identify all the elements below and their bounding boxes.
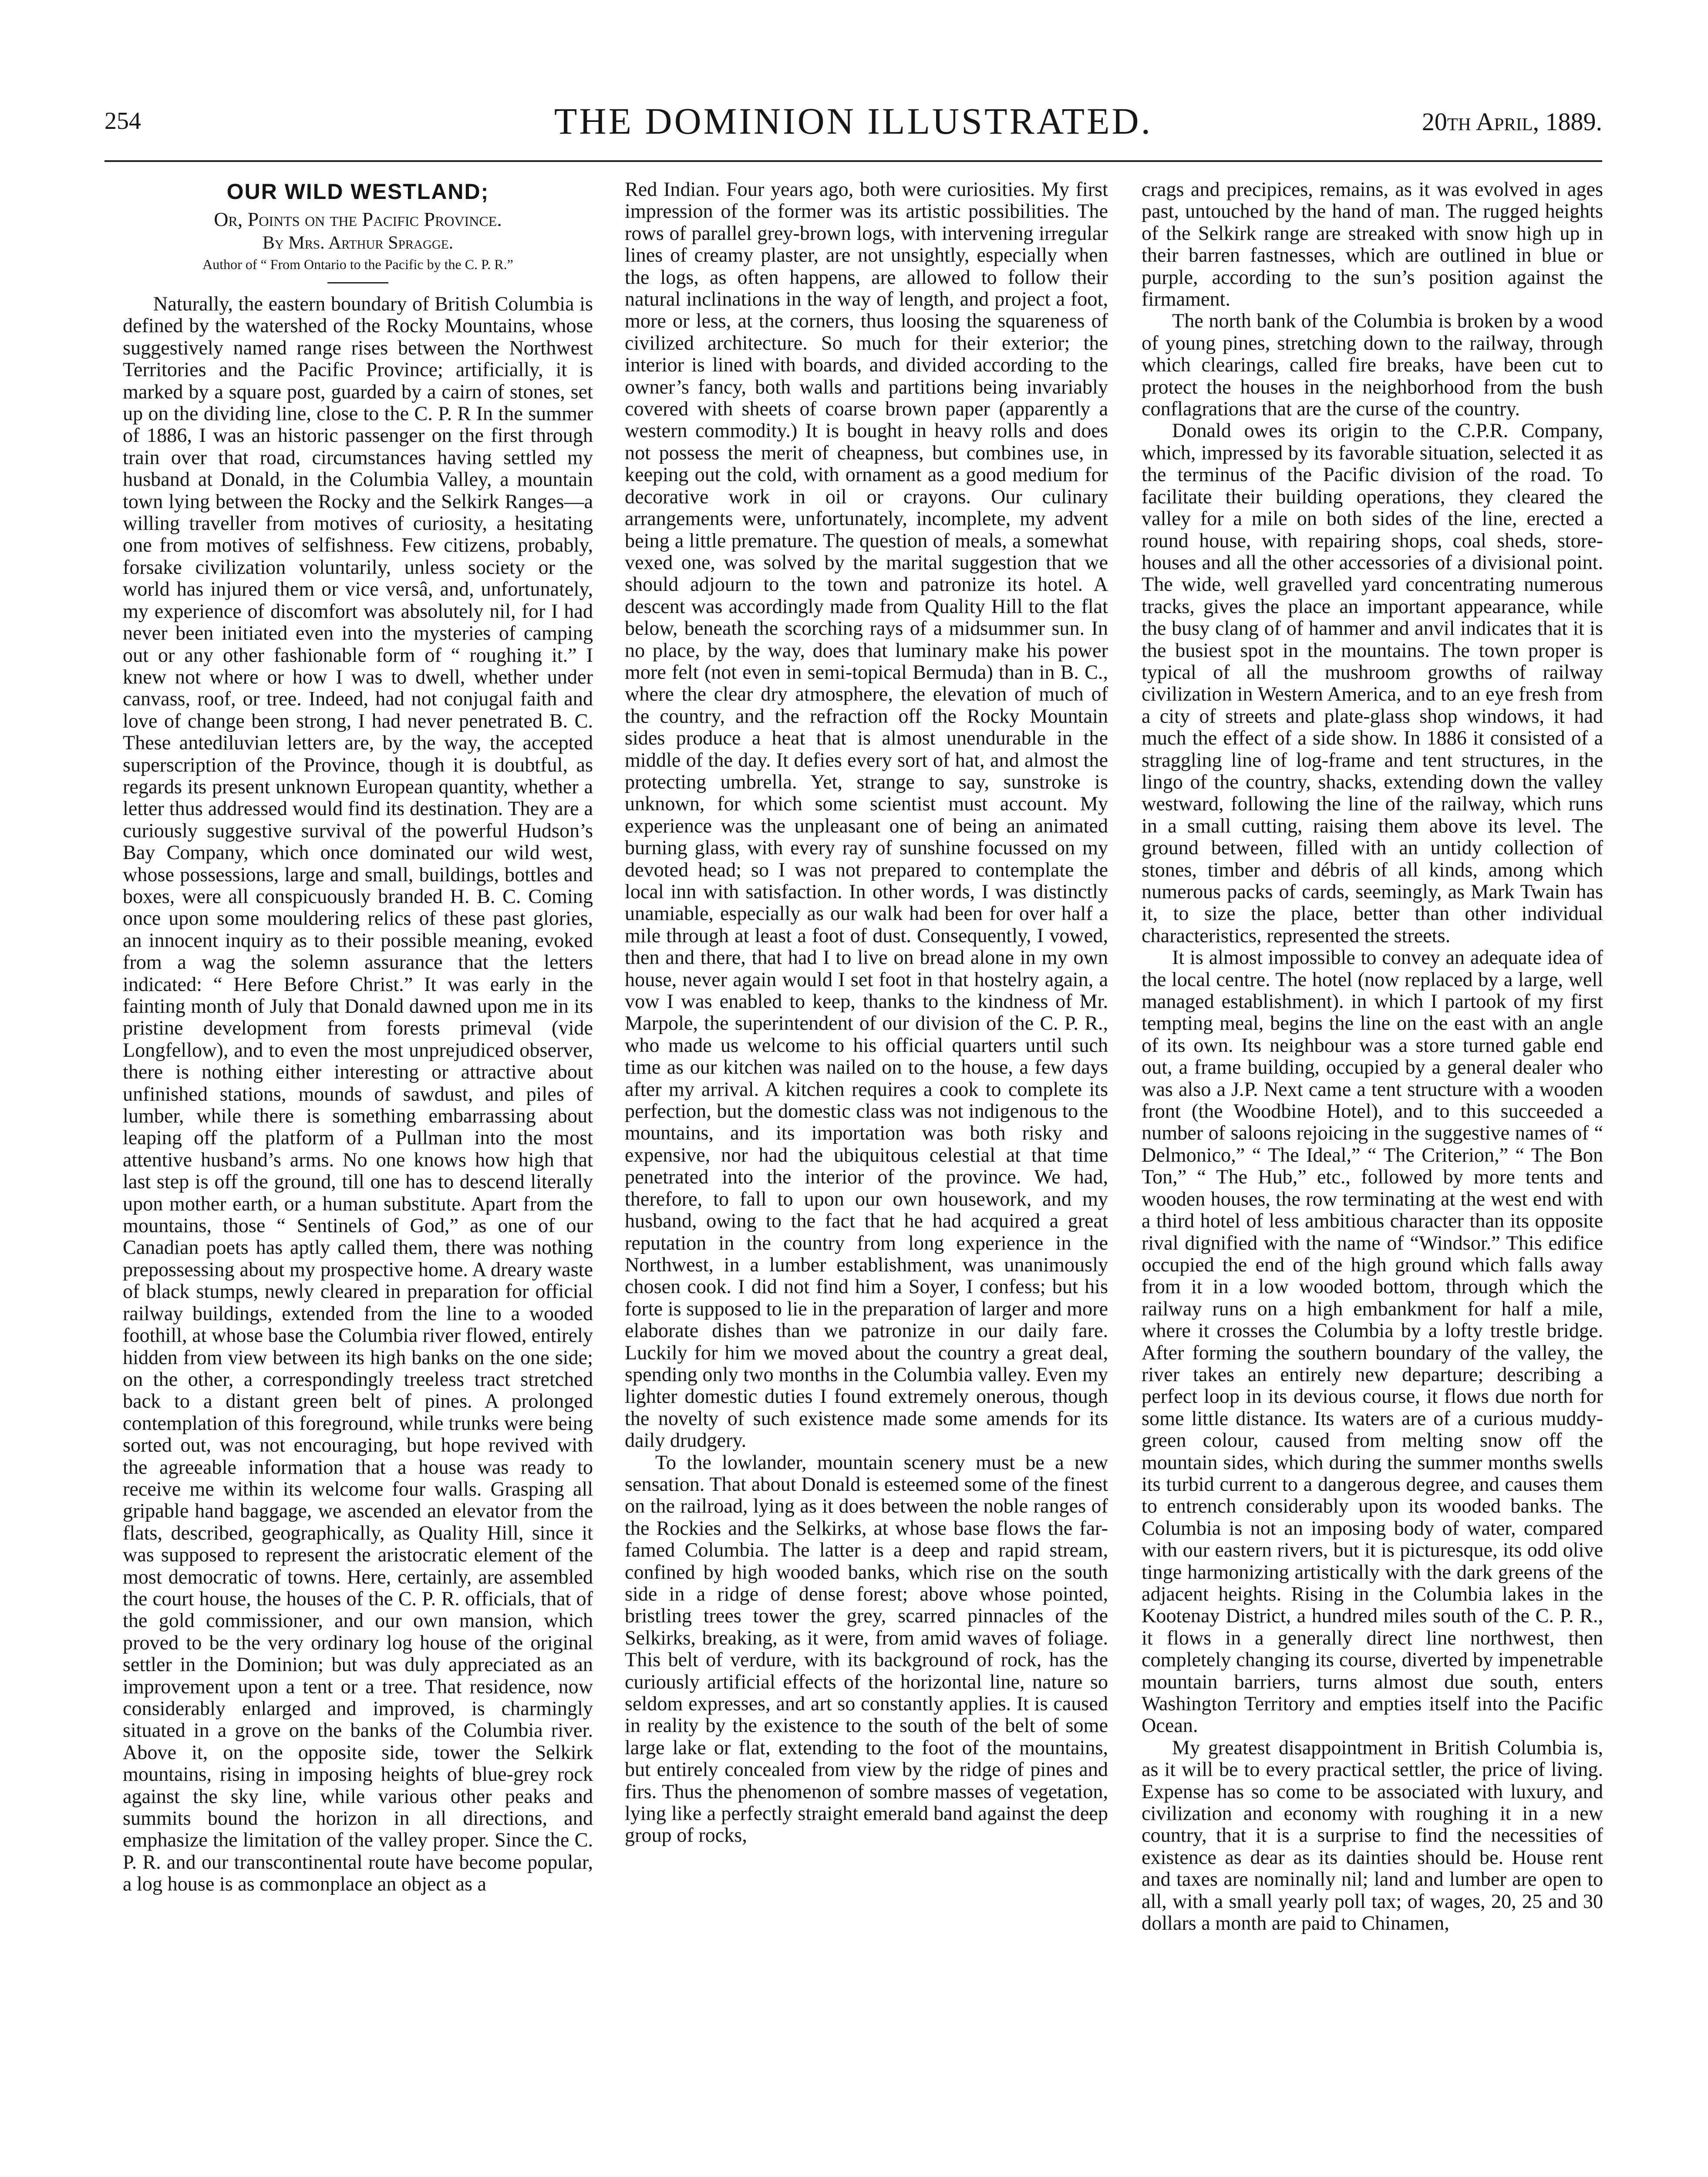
paragraph: crags and precipices, remains, as it was evolved in ages past, untouched by the hand of man. The rugged heights of the Selkirk range are streaked with snow high up in their barren fastnesses, which are outlined in blue or purple, according to the sun’s position against the firmament. xyxy=(1142,178,1603,310)
paragraph: The north bank of the Columbia is broken by a wood of young pines, stretching down to the railway, through which clearings, called fire breaks, have been cut to protect the houses in the neighborhood from the bush conflagrations that are the curse of the country. xyxy=(1142,310,1603,420)
author-credit: Author of “ From Ontario to the Pacific by the C. P. R.” xyxy=(202,256,513,272)
column-3 xyxy=(1142,179,1603,1934)
paragraph: My greatest disappointment in British Columbia is, as it will be to every practical settler, the price of living. Expense has so come to be associated with luxury, and civilization and economy with roughing it in a new country, that it is a surprise to find the necessities of existence as dear as its dainties should be. House rent and taxes are nominally nil; land and lumber are open to all, with a small yearly poll tax; of wages, 20, 25 and 30 dollars a month are paid to Chinamen, xyxy=(1142,1736,1603,1934)
column-2 xyxy=(625,179,1108,1847)
paragraph: Donald owes its origin to the C.P.R. Company, which, impressed by its favorable situation, selected it as the terminus of the Pacific division of the road. To facilitate their building operations, they cleared the valley for a mile on both sides of the line, erected a round house, with repairing shops, coal sheds, store-houses and all the other accessories of a divisional point. The wide, well gravelled yard concentrating numerous tracks, gives the place an important appearance, while the busy clang of of hammer and anvil indicates that it is the busiest spot in the mountains. The town proper is typical of all the mushroom growths of railway civilization in Western America, and to an eye fresh from a city of streets and plate-glass shop windows, it had much the effect of a side show. In 1886 it consisted of a straggling line of log-frame and tent structures, in the lingo of the country, shacks, extending down the valley westward, following the line of the railway, which runs in a small cutting, raising them above its level. The ground between, filled with an untidy collection of stones, timber and débris of all kinds, among which numerous packs of cards, seemingly, as Mark Twain has it, to size the place, better than other individual characteristics, represented the streets. xyxy=(1142,419,1603,947)
title-divider xyxy=(327,282,388,283)
paragraph: Red Indian. Four years ago, both were curiosities. My first impression of the former was its artistic possibilities. The rows of parallel grey-brown logs, with intervening irregular lines of creamy plaster, are not unsightly, especially when the logs, as often happens, are allowed to follow their natural inclinations in the way of length, and project a foot, more or less, at the corners, thus loosing the squareness of civilized architecture. So much for their exterior; the interior is lined with boards, and divided according to the owner’s fancy, both walls and partitions being invariably covered with sheets of coarse brown paper (apparently a western commodity.) It is bought in heavy rolls and does not possess the merit of cheapness, but combines use, in keeping out the cold, with ornament as a good medium for decorative work in oil or crayons. Our culinary arrangements were, unfortunately, incomplete, my advent being a little premature. The question of meals, a somewhat vexed one, was solved by the marital suggestion that we should adjourn to the town and patronize its hotel. A descent was accordingly made from Quality Hill to the flat below, beneath the scorching rays of a midsummer sun. In no place, by the way, does that luminary make his power more felt (not even in semi-topical Bermuda) than in B. C., where the clear dry atmosphere, the elevation of much of the country, and the refraction off the Rocky Mountain sides produce a heat that is almost unendurable in the middle of the day. It defies every sort of hat, and almost the protecting umbrella. Yet, strange to say, sunstroke is unknown, for which some scientist must account. My experience was the unpleasant one of being an animated burning glass, with every ray of sunshine focussed on my devoted head; so I was not prepared to contemplate the local inn with satisfaction. In other words, I was distinctly unamiable, especially as our walk had been for over half a mile through at least a foot of dust. Consequently, I vowed, then and there, that had I to live on bread alone in my own house, never again would I set foot in that hostelry again, a vow I was enabled to keep, thanks to the kindness of Mr. Marpole, the superintendent of our division of the C. P. R., who made us welcome to his official quarters until such time as our kitchen was nailed on to the house, a few days after my arrival. A kitchen requires a cook to complete its perfection, but the domestic class was not indigenous to the mountains, and its importation was both risky and expensive, nor had the ubiquitous celestial at that time penetrated into the interior of the province. We had, therefore, to fall to upon our own housework, and my husband, owing to the fact that he had acquired a great reputation in the country from long experience in the Northwest, in a lumber establishment, was unanimously chosen cook. I did not find him a Soyer, I confess; but his forte is supposed to lie in the preparation of larger and more elaborate dishes than we patronize in our daily fare. Luckily for him we moved about the country a great deal, spending only two months in the Columbia valley. Even my lighter domestic duties I found extremely onerous, though the novelty of such existence made some amends for its daily drudgery. xyxy=(625,178,1108,1452)
article-subtitle: Or, Points on the Pacific Province. xyxy=(214,208,502,230)
issue-date: 20th April, 1889. xyxy=(1422,108,1602,136)
page-header xyxy=(104,99,1602,152)
paragraph: To the lowlander, mountain scenery must be a new sensation. That about Donald is esteemed some of the finest on the railroad, lying as it does between the noble ranges of the Rockies and the Selkirks, at whose base flows the far-famed Columbia. The latter is a deep and rapid stream, confined by high wooded banks, which rise on the south side in a ridge of dense forest; above whose pointed, bristling trees tower the grey, scarred pinnacles of the Selkirks, breaking, as it were, from amid waves of foliage. This belt of verdure, with its background of rock, has the curiously artificial effects of the horizontal line, nature so seldom expresses, and art so constantly applies. It is caused in reality by the existence to the south of the belt of some large lake or flat, extending to the foot of the mountains, but entirely concealed from view by the ridge of pines and firs. Thus the phenomenon of sombre masses of vegetation, lying like a perfectly straight emerald band against the deep group of rocks, xyxy=(625,1451,1108,1847)
column-1 xyxy=(123,179,593,1895)
paragraph: It is almost impossible to convey an adequate idea of the local centre. The hotel (now replaced by a large, well managed establishment). in which I partook of my first tempting meal, begins the line on the east with an angle of its own. Its neighbour was a store turned gable end out, a frame building, occupied by a general dealer who was also a J.P. Next came a tent structure with a wooden front (the Woodbine Hotel), and to this succeeded a number of saloons rejoicing in the suggestive names of “ Delmonico,” “ The Ideal,” “ The Criterion,” “ The Bon Ton,” “ The Hub,” etc., followed by more tents and wooden houses, the row terminating at the west end with a third hotel of less ambitious character than its opposite rival dignified with the name of “Windsor.” This edifice occupied the end of the high ground which falls away from it in a low wooded bottom, through which the railway runs on a high embankment for half a mile, where it crosses the Columbia by a lofty trestle bridge. After forming the southern boundary of the valley, the river takes an entirely new departure; describing a perfect loop in its devious course, it flows due north for some little distance. Its waters are of a curious muddy-green colour, caused from melting snow off the mountain sides, which during the summer months swells its turbid current to a dangerous degree, and causes them to entrench considerably upon its wooded banks. The Columbia is not an imposing body of water, compared with our eastern rivers, but it is picturesque, its odd olive tinge harmonizing artistically with the dark greens of the adjacent heights. Rising in the Columbia lakes in the Kootenay District, a hundred miles south of the C. P. R., it flows in a generally direct line northwest, then completely changing its course, diverted by impenetrable mountain barriers, turns almost due south, enters Washington Territory and empties itself into the Pacific Ocean. xyxy=(1142,946,1603,1737)
paragraph: Naturally, the eastern boundary of British Columbia is defined by the watershed of the Rocky Mountains, whose suggestively named range rises between the Northwest Territories and the Pacific Province; artificially, it is marked by a square post, guarded by a cairn of stones, set up on the dividing line, close to the C. P. R In the summer of 1886, I was an historic passenger on the first through train over that road, circumstances having settled my husband at Donald, in the Columbia Valley, a mountain town lying between the Rocky and the Selkirk Ranges—a willing traveller from motives of curiosity, a hesitating one from motives of selfishness. Few citizens, probably, forsake civilization voluntarily, unless society or the world has injured them or vice versâ, and, unfortunately, my experience of discomfort was absolutely nil, for I had never been initiated even into the mysteries of camping out or any other fashionable form of “ roughing it.” I knew not where or how I was to dwell, whether under canvass, roof, or tree. Indeed, had not conjugal faith and love of change been strong, I had never penetrated B. C. These antediluvian letters are, by the way, the accepted superscription of the Province, though it is doubtful, as regards its present unknown European quantity, whether a letter thus addressed would find its destination. They are a curiously suggestive survival of the powerful Hudson’s Bay Company, which once dominated our wild west, whose possessions, large and small, buildings, bottles and boxes, were all conspicuously branded H. B. C. Coming once upon some mouldering relics of these past glories, an innocent inquiry as to their possible meaning, evoked from a wag the solemn assurance that the letters indicated: “ Here Before Christ.” It was early in the fainting month of July that Donald dawned upon me in its pristine development from forests primeval (vide Longfellow), and to even the most unprejudiced observer, there is nothing either interesting or attractive about unfinished stations, mounds of sawdust, and piles of lumber, while there is something embarrassing about leaping off the platform of a Pullman into the most attentive husband’s arms. No one knows how high that last step is off the ground, till one has to descend literally upon mother earth, or a human substitute. Apart from the mountains, those “ Sentinels of God,” as one of our Canadian poets has aptly called them, there was nothing prepossessing about my prospective home. A dreary waste of black stumps, newly cleared in preparation for official railway buildings, extended from the line to a wooded foothill, at whose base the Columbia river flowed, entirely hidden from view between its high banks on the one side; on the other, a correspondingly treeless tract stretched back to a distant green belt of pines. A prolonged contemplation of this foreground, while trunks were being sorted out, was not encouraging, but hope revived with the agreeable information that a house was ready to receive me within its welcome four walls. Grasping all gripable hand baggage, we ascended an elevator from the flats, described, geographically, as Quality Hill, since it was supposed to represent the aristocratic element of the most democratic of towns. Here, certainly, are assembled the court house, the houses of the C. P. R. officials, that of the gold commissioner, and our own mansion, which proved to be the very ordinary log house of the original settler in the Dominion; but was duly appreciated as an improvement upon a tent or a tree. That residence, now considerably enlarged and improved, is charmingly situated in a grove on the banks of the Columbia river. Above it, on the opposite side, tower the Selkirk mountains, rising in imposing heights of blue-grey rock against the sky line, while various other peaks and summits bound the horizon in all directions, and emphasize the limitation of the valley proper. Since the C. P. R. and our transcontinental route have become popular, a log house is as commonplace an object as a xyxy=(123,293,593,1895)
page-number: 254 xyxy=(104,108,141,135)
header-rule xyxy=(104,160,1602,162)
article-byline: By Mrs. Arthur Spragge. xyxy=(262,233,454,253)
publication-title: THE DOMINION ILLUSTRATED. xyxy=(554,100,1153,142)
article-title: OUR WILD WESTLAND; xyxy=(226,179,489,204)
